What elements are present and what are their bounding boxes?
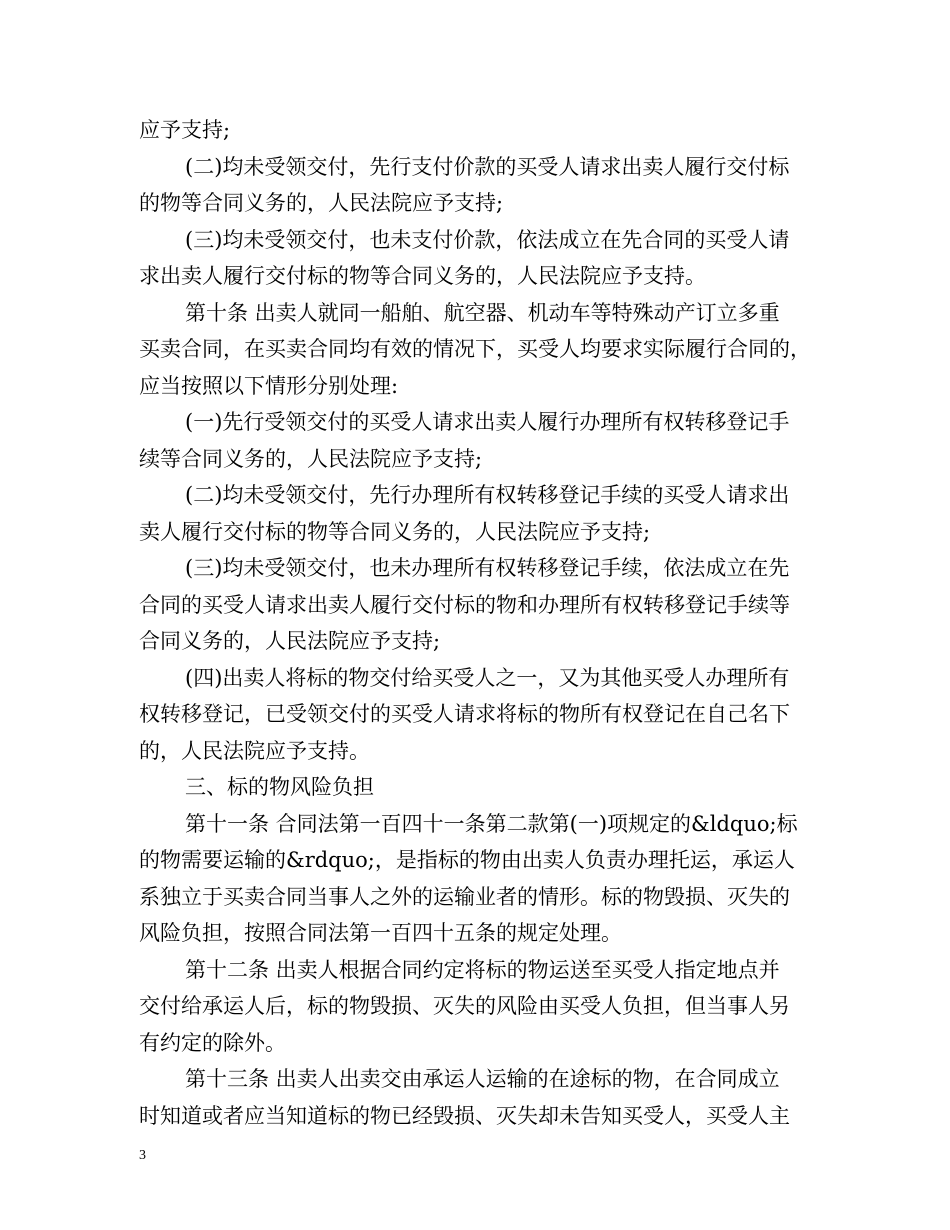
text-line: 交付给承运人后，标的物毁损、灭失的风险由买受人负担，但当事人另 <box>139 994 790 1018</box>
text-line: (一)先行受领交付的买受人请求出卖人履行办理所有权转移登记手 <box>185 410 790 434</box>
text-line: (三)均未受领交付，也未办理所有权转移登记手续，依法成立在先 <box>185 556 790 580</box>
text-line: 的物等合同义务的，人民法院应予支持; <box>139 191 504 215</box>
text-line: 系独立于买卖合同当事人之外的运输业者的情形。标的物毁损、灭失的 <box>139 884 790 909</box>
text-line: 应予支持; <box>139 118 231 142</box>
text-line: 合同义务的，人民法院应予支持; <box>139 629 441 653</box>
text-line: 权转移登记，已受领交付的买受人请求将标的物所有权登记在自己名下 <box>139 702 790 726</box>
text-line: 的物需要运输的&rdquo;，是指标的物由出卖人负责办理托运，承运人 <box>139 848 795 872</box>
page-number: 3 <box>139 1148 146 1163</box>
text-line: 续等合同义务的，人民法院应予支持; <box>139 446 483 471</box>
text-line: 时知道或者应当知道标的物已经毁损、灭失却未告知买受人，买受人主 <box>139 1103 790 1128</box>
text-line: 风险负担，按照合同法第一百四十五条的规定处理。 <box>139 921 622 945</box>
text-line: 第十三条 出卖人出卖交由承运人运输的在途标的物，在合同成立 <box>185 1067 780 1091</box>
text-line: 第十二条 出卖人根据合同约定将标的物运送至买受人指定地点并 <box>185 957 780 982</box>
text-line: 第十一条 合同法第一百四十一条第二款第(一)项规定的&ldquo;标 <box>185 811 798 836</box>
text-line: 第十条 出卖人就同一船舶、航空器、机动车等特殊动产订立多重 <box>185 300 780 325</box>
text-line: 求出卖人履行交付标的物等合同义务的，人民法院应予支持。 <box>139 264 706 288</box>
text-line: 三、标的物风险负担 <box>185 775 374 799</box>
text-line: 卖人履行交付标的物等合同义务的，人民法院应予支持; <box>139 519 651 544</box>
text-line: 买卖合同，在买卖合同均有效的情况下，买受人均要求实际履行合同的， <box>139 337 811 361</box>
text-line: (二)均未受领交付，先行办理所有权转移登记手续的买受人请求出 <box>185 483 790 507</box>
document-body <box>139 112 823 1134</box>
text-line: (三)均未受领交付，也未支付价款，依法成立在先合同的买受人请 <box>185 227 790 252</box>
text-line: 合同的买受人请求出卖人履行交付标的物和办理所有权转移登记手续等 <box>139 592 790 617</box>
text-line: (二)均未受领交付，先行支付价款的买受人请求出卖人履行交付标 <box>185 154 790 179</box>
text-line: 有约定的除外。 <box>139 1030 286 1055</box>
text-line: 应当按照以下情形分别处理: <box>139 373 399 398</box>
text-line: 的，人民法院应予支持。 <box>139 738 370 763</box>
text-line: (四)出卖人将标的物交付给买受人之一，又为其他买受人办理所有 <box>185 665 790 690</box>
